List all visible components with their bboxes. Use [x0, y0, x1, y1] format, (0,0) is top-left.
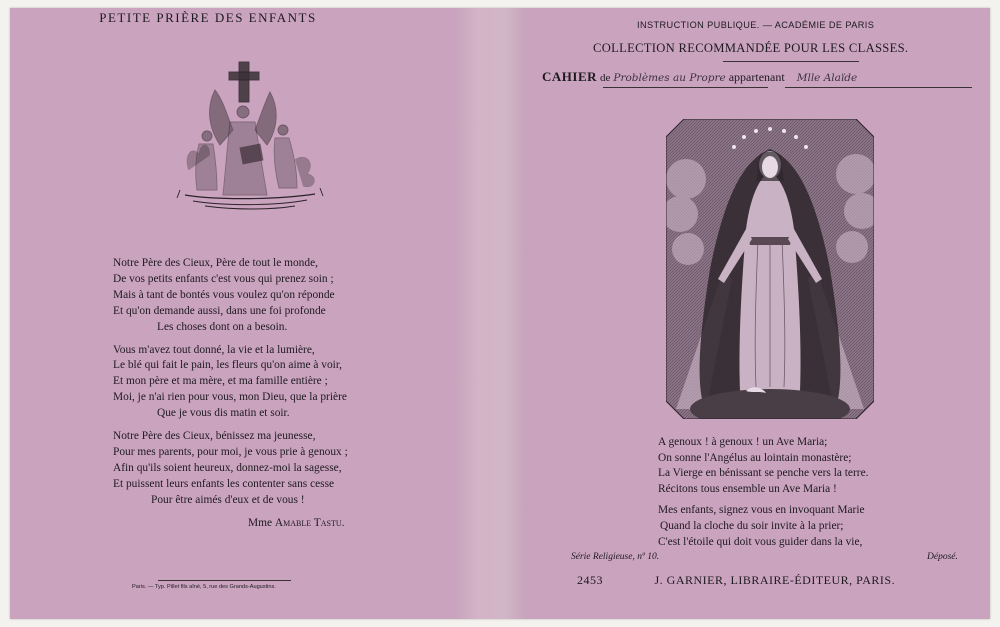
notebook-cover [10, 8, 990, 619]
poem-line: De vos petits enfants c'est vous qui prenez soin ; [113, 272, 334, 285]
poem-line: Le blé qui fait le pain, les fleurs qu'on aime à voir, [113, 359, 343, 372]
children-prayer-poem [113, 256, 348, 532]
poem-line: Vous m'avez tout donné, la vie et la lumière, [113, 343, 315, 356]
poem-stanza [113, 429, 348, 509]
catalog-number: 2453 [577, 573, 603, 587]
verse-line: Récitons tous ensemble un Ave Maria ! [658, 482, 837, 495]
appartenant-label: appartenant [728, 70, 785, 84]
poem-line: Pour être aimés d'eux et de vous ! [151, 493, 305, 506]
poem-line: Pour mes parents, pour moi, je vous prie à genoux ; [113, 445, 348, 458]
poem-line: Les choses dont on a besoin. [157, 320, 288, 333]
publisher-footer [577, 573, 977, 588]
printer-imprint: Paris. — Typ. Pillet fils aîné, 5, rue des Grands-Augustins. [132, 584, 276, 590]
imprint-divider [158, 580, 291, 581]
poem-line: Et puissent leurs enfants les contenter sans cesse [113, 477, 335, 490]
handwritten-owner: Mlle Alaïde [796, 72, 858, 84]
poem-stanza [113, 343, 348, 423]
poem-line: Mais à tant de bontés vous voulez qu'on réponde [113, 288, 335, 301]
angelus-verse [658, 435, 868, 550]
poem-author [113, 516, 348, 532]
center-fold [457, 8, 527, 619]
left-page [10, 8, 457, 619]
cahier-line [542, 69, 857, 85]
poem-line: Notre Père des Cieux, bénissez ma jeunesse, [113, 430, 316, 443]
verse-line: On sonne l'Angélus au lointain monastère; [658, 451, 852, 464]
verse-line: La Vierge en bénissant se penche vers la terre. [658, 467, 869, 480]
verse-line: Quand la cloche du soir invite à la prier; [660, 519, 844, 532]
subject-underline [603, 87, 768, 88]
poem-line: Que je vous dis matin et soir. [157, 407, 290, 420]
poem-line: Afin qu'ils soient heureux, donnez-moi la sagesse, [113, 461, 342, 474]
publisher-name: J. GARNIER, LIBRAIRE-ÉDITEUR, PARIS. [654, 573, 896, 587]
handwritten-subject: Problèmes au Propre [613, 72, 726, 84]
verse-line: Mes enfants, signez vous en invoquant Marie [658, 504, 865, 517]
poem-stanza [113, 256, 348, 336]
left-page-title: PETITE PRIÈRE DES ENFANTS [99, 10, 317, 25]
poem-line: Notre Père des Cieux, Père de tout le monde, [113, 257, 318, 269]
author-title: Mme [248, 516, 273, 529]
virgin-mary-engraving [666, 119, 874, 419]
poem-line: Et mon père et ma mère, et ma famille entière ; [113, 375, 328, 388]
right-page [527, 8, 990, 619]
institution-header: INSTRUCTION PUBLIQUE. — ACADÉMIE DE PARIS [637, 20, 875, 30]
owner-underline [785, 87, 972, 88]
angel-children-engraving [175, 60, 325, 215]
depose-label: Déposé. [927, 552, 958, 562]
cahier-label: CAHIER [542, 69, 598, 84]
verse-line: A genoux ! à genoux ! un Ave Maria; [658, 436, 828, 448]
collection-header: COLLECTION RECOMMANDÉE POUR LES CLASSES. [593, 41, 909, 55]
author-name: Amable Tastu. [274, 516, 345, 529]
cahier-de-label: de [600, 72, 611, 84]
collection-divider [723, 61, 859, 62]
poem-line: Et qu'on demande aussi, dans une foi profonde [113, 304, 326, 317]
series-label: Série Religieuse, nº 10. [571, 552, 660, 562]
poem-line: Moi, je n'ai rien pour vous, mon Dieu, que la prière [113, 391, 347, 404]
verse-line: C'est l'étoile qui doit vous guider dans la vie, [658, 535, 863, 548]
